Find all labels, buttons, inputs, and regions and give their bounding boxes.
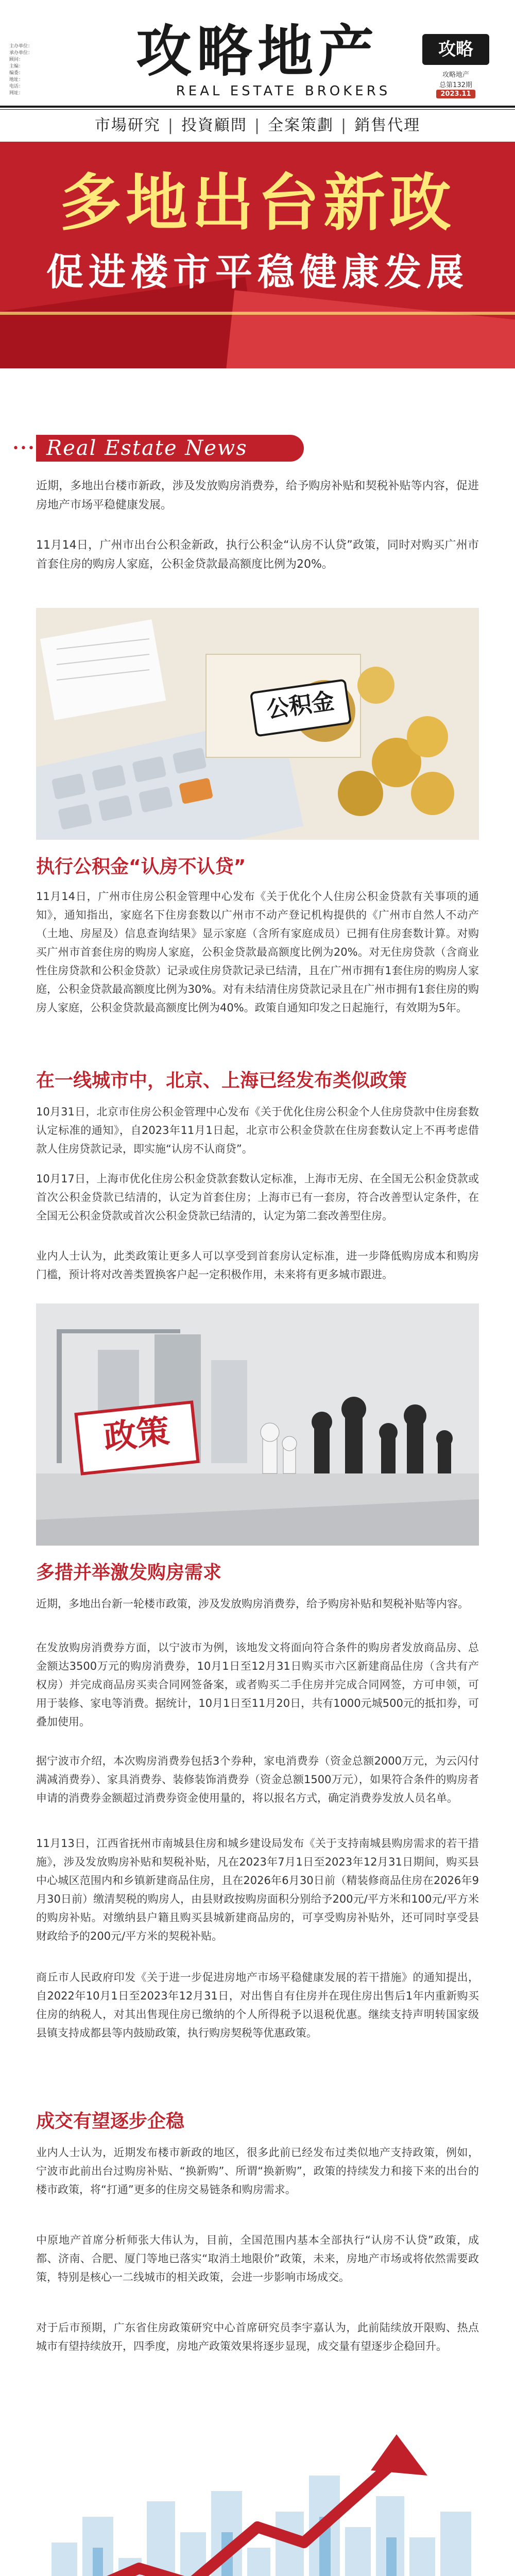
info-line: 编委： bbox=[9, 71, 24, 76]
tagline-item: 全案策劃 bbox=[268, 116, 334, 134]
banner-dots-icon: ••• bbox=[12, 442, 36, 455]
tagline-item: 市場研究 bbox=[94, 116, 161, 134]
section-heading: 执行公积金“认房不认贷” bbox=[36, 856, 246, 877]
hero-banner bbox=[0, 142, 515, 368]
section-banner-label: Real Estate News bbox=[36, 435, 304, 462]
section-paragraph: 11月14日，广州市住房公积金管理中心发布《关于优化个人住房公积金贷款有关事项的通知》，通知指出，家庭名下住房套数以广州市不动产登记机构提供的《广州市自然人不动产（土地、房屋及）信息查询结果》显示家庭（含所有家庭成员）已拥有住房套数计算。对购买广州市首套住房的购房人家庭，公积金贷款最高额度比例为20%。对无住房贷款（含商业性住房贷款和公积金贷款）记录或住房贷款记录已结清，且在广州市拥有1套住房的购房人家庭，公积金贷款最高额度比例为30%。对有未结清住房贷款记录且在广州市拥有1套住房的购房人家庭，公积金贷款最高额度比例为40%。政策自通知印发之日起施行，有效期为5年。 bbox=[36, 890, 479, 1014]
housing-fund-illustration bbox=[36, 608, 479, 840]
section-paragraph: 业内人士认为，近期发布楼市新政的地区，很多此前已经发布过类似地产支持政策，例如，宁波市此前出台过购房补贴、“换新购”、所谓“换新购”，政策的持续发力和接下来的出台的楼市政策，将“打通”更多的住房交易链条和购房需求。 bbox=[36, 2146, 479, 2196]
tagline-item: 銷售代理 bbox=[354, 116, 421, 134]
section-paragraph: 11月13日，江西省抚州市南城县住房和城乡建设局发布《关于支持南城县购房需求的若干措施》，涉及发放购房补贴和契税补贴，凡在2023年7月1日至2023年12月31日期间，购买县中心城区范围内和乡镇新建商品住房，且在2026年6月30日前（精装修商品住房在2026年9月30日前）缴清契税的购房人，由县财政按购房面积分别给予200元/平方米和100元/平方米的购房补贴。对缴纳县户籍且购买县城新建商品房的，可享受购房补贴外，还可同时享受县财政给予的200元/平方米的契税补贴。 bbox=[36, 1837, 479, 1942]
masthead-title: 攻略地产 bbox=[135, 19, 379, 84]
hero-decor-shape bbox=[220, 290, 515, 368]
market-growth-illustration bbox=[36, 2414, 479, 2576]
hero-subtitle: 促进楼市平稳健康发展 bbox=[46, 250, 469, 294]
info-line: 网址： bbox=[9, 91, 24, 96]
masthead bbox=[0, 0, 515, 131]
policy-illustration bbox=[36, 1303, 479, 1546]
info-line: 顾问： bbox=[9, 57, 24, 62]
logo-name: 攻略地产 bbox=[442, 71, 469, 79]
masthead-info bbox=[9, 43, 102, 97]
section-paragraph: 中原地产首席分析师张大伟认为，目前，全国范围内基本全部执行“认房不认贷”政策，成都、济南、合肥、厦门等地已落实“取消土地限价”政策，未来，房地产市场或将依然需要政策，特别是核心一二线城市的相关政策，会进一步影响市场成交。 bbox=[36, 2234, 479, 2283]
section-paragraph: 业内人士认为，此类政策让更多人可以享受到首套房认定标准，进一步降低购房成本和购房门槛，预计将对改善类置换客户起一定积极作用，未来将有更多城市跟进。 bbox=[36, 1250, 479, 1281]
section-paragraph: 在发放购房消费券方面，以宁波市为例，该地发文将面向符合条件的购房者发放商品房、总金额达3500万元的购房消费券，10月1日至12月31日购买市六区新建商品住房（含共有产权房）并完成商品房买卖合同网签备案，或者购买二手住房并完成合同网签，方可申领，可用于装修、家电等消费。据统计，10月1日至11月20日，共有1000元城500元的抵扣券，可叠加使用。 bbox=[36, 1641, 479, 1728]
hero-title: 多地出台新政 bbox=[60, 167, 455, 239]
date-line bbox=[412, 90, 500, 98]
section-paragraph: 10月31日，北京市住房公积金管理中心发布《关于优化住房公积金个人住房贷款中住房套数认定标准的通知》，自2023年11月1日起，北京市公积金贷款在住房套数认定上不再考虑借款人住房贷款记录，即实施“认房不认商贷”。 bbox=[36, 1106, 479, 1155]
tagline-divider: | bbox=[167, 116, 174, 134]
issue-number: 总第132期 bbox=[439, 81, 472, 89]
tagline-divider: | bbox=[254, 116, 261, 134]
section-paragraph: 商丘市人民政府印发《关于进一步促进房地产市场平稳健康发展的若干措施》的通知提出，自2022年10月1日至2023年12月31日，对出售自有住房并在现住房出售后1年内重新购买住房的纳税人，对其出售现住房已缴纳的个人所得税予以退税优惠。继续支持声明转国家级县镇支持成都县等内鼓励政策，执行购房契税等优惠政策。 bbox=[36, 1971, 479, 2039]
logo-mark: 攻略 bbox=[422, 34, 489, 65]
masthead-subtitle: REAL ESTATE BROKERS bbox=[176, 83, 391, 99]
housing-fund-tag: 公积金 bbox=[250, 679, 352, 737]
intro-paragraph: 11月14日，广州市出台公积金新政，执行公积金“认房不认贷”政策，同时对购买广州市首套住房的购房人家庭，公积金贷款最高额度比例为20%。 bbox=[36, 539, 479, 571]
section-banner bbox=[0, 433, 515, 464]
tagline-divider: | bbox=[341, 116, 348, 134]
masthead-rule bbox=[0, 106, 515, 108]
issue-line bbox=[412, 79, 500, 89]
rising-arrow-icon bbox=[36, 2414, 479, 2576]
masthead-rule-thin bbox=[0, 109, 515, 110]
section-paragraph: 10月17日，上海市优化住房公积金贷款套数认定标准，上海市无房、在全国无公积金贷款或首次公积金贷款已结清的，认定为首套住房；上海市已有一套房，符合改善型认定条件，在全国无公积金贷款或首次公积金贷款已结清的，认定为第二套改善型住房。 bbox=[36, 1173, 479, 1222]
section-paragraph: 对于后市预期，广东省住房政策研究中心首席研究员李宇嘉认为，此前陆续放开限购、热点城市有望持续放开，四季度，房地产政策效果将逐步显现，成交量有望逐步企稳回升。 bbox=[36, 2321, 479, 2352]
tagline-item: 投資顧問 bbox=[181, 116, 247, 134]
section-heading: 成交有望逐步企稳 bbox=[36, 2111, 185, 2132]
info-line: 承办单位： bbox=[9, 50, 33, 56]
section-heading: 在一线城市中，北京、上海已经发布类似政策 bbox=[36, 1070, 407, 1091]
service-tagline bbox=[0, 112, 515, 134]
hero-decor-band bbox=[0, 312, 515, 315]
section-heading: 多措并举激发购房需求 bbox=[36, 1562, 222, 1583]
section-paragraph: 近期，多地出台新一轮楼市政策，涉及发放购房消费券，给予购房补贴和契税补贴等内容。 bbox=[36, 1598, 469, 1610]
intro-paragraph: 近期，多地出台楼市新政，涉及发放购房消费券，给予购房补贴和契税补贴等内容，促进房地产市场平稳健康发展。 bbox=[36, 480, 479, 512]
issue-date-badge: 2023.11 bbox=[436, 90, 475, 98]
info-line: 地址： bbox=[9, 77, 24, 82]
info-line: 电话： bbox=[9, 84, 24, 89]
policy-stamp: 政策 bbox=[74, 1400, 199, 1476]
info-line: 主办单位： bbox=[9, 44, 33, 49]
info-line: 主编： bbox=[9, 64, 24, 69]
section-paragraph: 据宁波市介绍，本次购房消费券包括3个券种，家电消费券（资金总额2000万元，为云闪付满减消费券）、家具消费券、装修装饰消费券（资金总额1500万元），如果符合条件的购房者申请的消费券金额超过消费券资金使用量的，将以报名方式，确定消费券发放人员名单。 bbox=[36, 1755, 479, 1804]
masthead-logo bbox=[412, 34, 500, 101]
